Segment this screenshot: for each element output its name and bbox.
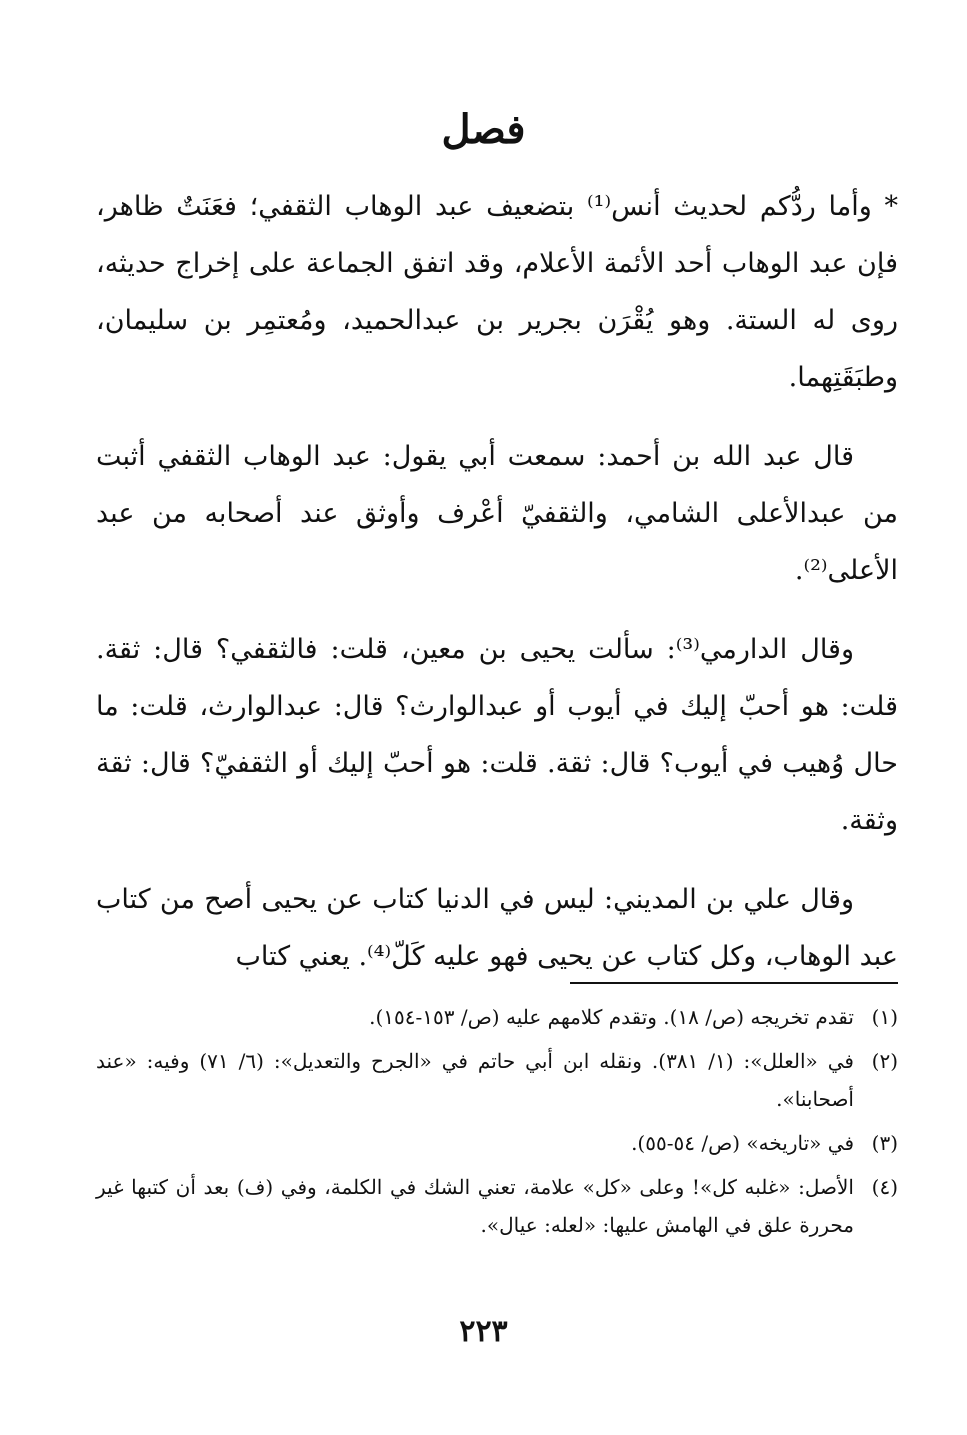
paragraph-2: قال عبد الله بن أحمد: سمعت أبي يقول: عبد الوهاب الثقفي أثبت من عبدالأعلى الشامي، والثقفيّ أعْرف وأوثق عند أصحابه من عبد الأعلى⁽²⁾. [96,441,898,586]
paragraph-1: * وأما ردُّكم لحديث أنس⁽¹⁾ بتضعيف عبد الوهاب الثقفي؛ فعَنَتٌ ظاهر، فإن عبد الوهاب أحد الأئمة الأعلام، وقد اتفق الجماعة على إخراج حديثه، روى له الستة. وهو يُقْرَن بجرير بن عبدالحميد، ومُعتمِر بن سليمان، وطبَقَتِهما. [96,191,898,393]
footnote-4 [96,1168,898,1244]
footnote-separator [570,982,898,984]
footnote-number: (١) [871,1005,898,1029]
footnote-number: (٤) [871,1175,898,1199]
paragraph-3: وقال الدارمي⁽³⁾: سألت يحيى بن معين، قلت: فالثقفي؟ قال: ثقة. قلت: هو أحبّ إليك في أيوب أو عبدالوارث؟ قال: عبدالوارث، قلت: ما حال وُهيب في أيوب؟ قال: ثقة. قلت: هو أحبّ إليك أو الثقفيّ؟ قال: ثقة وثقة. [96,634,898,836]
footnote-text: الأصل: «غلبه كل»! وعلى «كل» علامة، تعني الشك في الكلمة، وفي (ف) بعد أن كتبها غير محررة علق في الهامش عليها: «لعله: عيال». [96,1175,854,1237]
footnote-text: تقدم تخريجه (ص/ ١٨). وتقدم كلامهم عليه (ص/ ١٥٣-١٥٤). [369,1005,854,1029]
footnote-3 [96,1124,898,1162]
footnote-1 [96,998,898,1036]
footnote-2 [96,1042,898,1118]
footnote-number: (٢) [871,1049,898,1073]
section-title: فصل [441,106,526,153]
footnote-text: في «العلل»: (١/ ٣٨١). ونقله ابن أبي حاتم في «الجرح والتعديل»: (٦/ ٧١) وفيه: «عند أصحابنا». [96,1049,854,1111]
footnotes [96,998,898,1250]
page-number: ٢٢٣ [459,1314,508,1349]
paragraph-4: وقال علي بن المديني: ليس في الدنيا كتاب عن يحيى أصح من كتاب عبد الوهاب، وكل كتاب عن يحيى فهو عليه كَلّ⁽⁴⁾. يعني كتاب [96,884,898,972]
main-text [96,178,898,1007]
footnote-text: في «تاريخه» (ص/ ٥٤-٥٥). [631,1131,854,1155]
footnote-number: (٣) [871,1131,898,1155]
